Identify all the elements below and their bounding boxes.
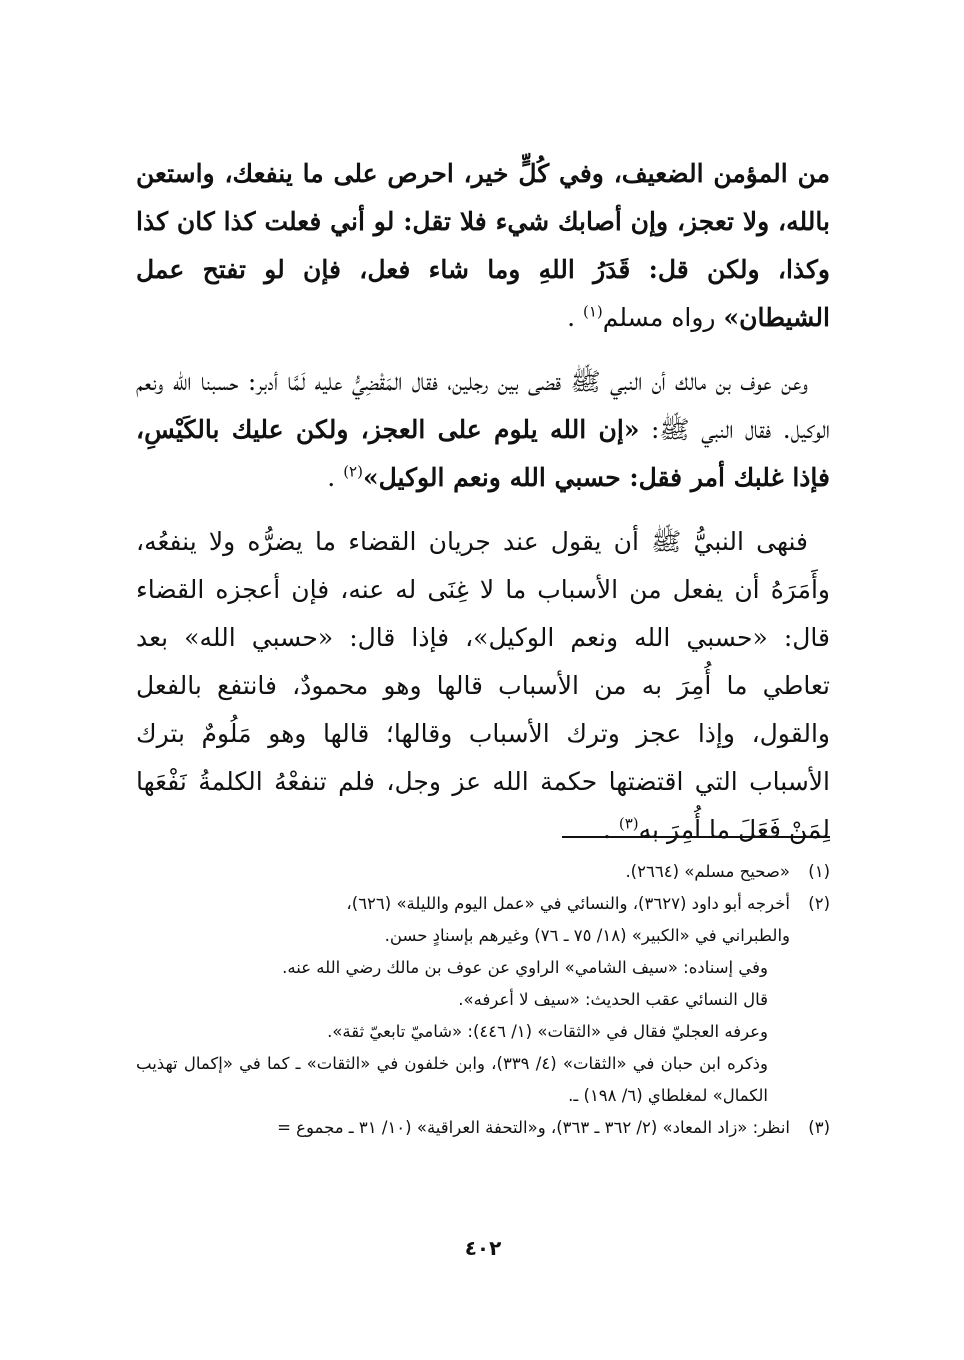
footnote-line: والطبراني في «الكبير» (١٨/ ٧٥ ـ ٧٦) وغيرهم بإسنادٍ حسن.	[384, 926, 790, 945]
footnote-subline: وعرفه العجليّ فقال في «الثقات» (١/ ٤٤٦): «شاميّ تابعيّ ثقة».	[327, 1022, 768, 1041]
footnote-line: أخرجه أبو داود (٣٦٢٧)، والنسائي في «عمل اليوم والليلة» (٦٢٦)،	[346, 894, 790, 913]
source-text: رواه مسلم	[602, 303, 724, 332]
book-page	[136, 150, 830, 1260]
paragraph-end: .	[327, 463, 344, 492]
footnote-ref-1[interactable]: (١)	[582, 302, 603, 321]
footnote-ref-2[interactable]: (٢)	[343, 462, 363, 481]
footnote-body	[136, 1112, 790, 1144]
footnote-body	[136, 888, 790, 1112]
footnote-line: انظر: «زاد المعاد» (٢/ ٣٦٢ ـ ٣٦٣)، و«التحفة العراقية» (١٠/ ٣١ ـ مجموع =	[277, 1118, 790, 1137]
footnote-number: (١)	[808, 862, 830, 881]
footnote-subline: وذكره ابن حبان في «الثقات» (٤/ ٣٣٩)، وابن خلفون في «الثقات» ـ كما في «إكمال تهذيب الكمال» لمغلطاي (٦/ ١٩٨) ـ.	[136, 1054, 768, 1105]
footnote-separator	[562, 836, 830, 838]
footnote-ref-3[interactable]: (٣)	[618, 814, 639, 833]
footnote-3	[136, 1112, 830, 1144]
footnote-line: «صحيح مسلم» (٢٦٦٤).	[625, 862, 790, 881]
footnote-number: (٣)	[808, 1118, 830, 1137]
paragraph-3	[136, 518, 830, 854]
footnote-subline: وفي إسناده: «سيف الشامي» الراوي عن عوف بن مالك رضي الله عنه.	[282, 958, 768, 977]
paragraph-1	[136, 150, 830, 342]
narration-text: وعن عوف بن مالك أن النبي ﷺ قضى بين رجلين، فقال المَقْضِيُّ عليه لَمَّا أدبر: حسبنا الله ونعم الوكيل. فقال النبي ﷺ:	[136, 367, 830, 444]
footnote-2	[136, 888, 830, 1112]
footnotes	[136, 856, 830, 1144]
hadith-text: من المؤمن الضعيف، وفي كُلٍّ خير، احرص على ما ينفعك، واستعن بالله، ولا تعجز، وإن أصابك شيء فلا تقل: لو أني فعلت كذا كان كذا وكذا، ولكن قل: قَدَرُ اللهِ وما شاء فعل، فإن لو تفتح عمل الشيطان»	[136, 159, 830, 332]
paragraph-end: .	[567, 303, 583, 332]
paragraph-2	[136, 358, 830, 502]
footnote-1	[136, 856, 830, 888]
footnote-subline: قال النسائي عقب الحديث: «سيف لا أعرفه».	[458, 990, 768, 1009]
paragraph-end: .	[602, 815, 619, 844]
commentary-text: فنهى النبيُّ ﷺ أن يقول عند جريان القضاء ما يضرُّه ولا ينفعُه، وأَمَرَهُ أن يفعل من الأسباب ما لا غِنَى له عنه، فإن أعجزه القضاء قال: «حسبي الله ونعم الوكيل»، فإذا قال: «حسبي الله» بعد تعاطي ما أُمِرَ به من الأسباب قالها وهو محمودٌ، فانتفع بالفعل والقول، وإذا عجز وترك الأسباب وقالها؛ قالها وهو مَلُومٌ بترك الأسباب التي اقتضتها حكمة الله عز وجل، فلم تنفعْهُ الكلمةُ نَفْعَها لِمَنْ فَعَلَ ما أُمِرَ به	[136, 527, 830, 844]
page-number: ٤٠٢	[464, 1236, 502, 1260]
footnote-number: (٢)	[808, 894, 830, 913]
hadith-text: «إن الله يلوم على العجز، ولكن عليك بالكَيْسِ، فإذا غلبك أمر فقل: حسبي الله ونعم الوكيل»	[136, 415, 830, 492]
footnote-body	[136, 856, 790, 888]
